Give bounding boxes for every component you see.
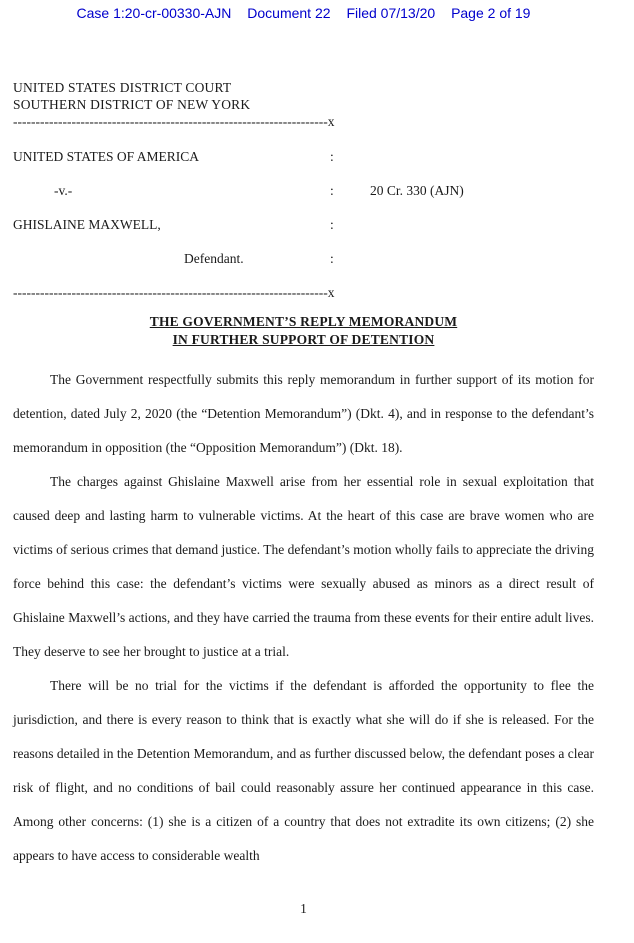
body-paragraph-3: There will be no trial for the victims if the defendant is afforded the opportunity to flee the jurisdiction, and there is every reason to think that is exactly what she will do if she is released. For the reasons detailed in the Detention Memorandum, and as further discussed below, the defendant poses a clear risk of flight, and no conditions of bail could reasonably assure her continued appearance in this case. Among other concerns: (1) she is a citizen of a country that does not extradite its own citizens; (2) she appears to have access to considerable wealth (13, 678, 594, 863)
header-case-number: Case 1:20-cr-00330-AJN (76, 5, 232, 21)
caption-divider-top: ----------------------------------------------------------------------x (13, 114, 335, 129)
memorandum-body (13, 363, 594, 873)
plaintiff-name: UNITED STATES OF AMERICA (13, 149, 200, 164)
header-filed-date: Filed 07/13/20 (346, 5, 436, 21)
caption-colon: : (330, 217, 334, 232)
header-page-count: Page 2 of 19 (451, 5, 531, 21)
caption-row-plaintiff (13, 148, 594, 182)
memorandum-title (13, 313, 594, 349)
caption-row-defendant-label (13, 250, 594, 267)
court-name: UNITED STATES DISTRICT COURT (13, 80, 232, 95)
defendant-name: GHISLAINE MAXWELL, (13, 217, 161, 232)
caption-colon: : (330, 251, 334, 266)
caption-colon: : (330, 183, 334, 198)
body-paragraph-2: The charges against Ghislaine Maxwell arise from her essential role in sexual exploitation that caused deep and lasting harm to vulnerable victims. At the heart of this case are brave women who are victims of serious crimes that demand justice. The defendant’s motion wholly fails to appreciate the driving force behind this case: the defendant’s victims were sexually abused as minors as a direct result of Ghislaine Maxwell’s actions, and they have carried the trauma from these events for their entire adult lives. They deserve to see her brought to justice at a trial. (13, 474, 594, 659)
caption-row-defendant-name (13, 216, 594, 250)
body-paragraph-1: The Government respectfully submits this reply memorandum in further support of its motion for detention, dated July 2, 2020 (the “Detention Memorandum”) (Dkt. 4), and in response to the defendant’s memorandum in opposition (the “Opposition Memorandum”) (Dkt. 18). (13, 372, 594, 455)
court-district: SOUTHERN DISTRICT OF NEW YORK (13, 97, 251, 112)
page-number: 1 (300, 901, 307, 916)
pacer-header (13, 5, 594, 22)
caption-row-versus (13, 182, 594, 216)
memorandum-title-line-2: IN FURTHER SUPPORT OF DETENTION (172, 332, 435, 347)
memorandum-title-line-1: THE GOVERNMENT’S REPLY MEMORANDUM (149, 314, 458, 329)
defendant-label: Defendant. (184, 251, 244, 266)
case-caption (13, 148, 594, 267)
header-document-number: Document 22 (247, 5, 331, 21)
caption-divider-bottom: ----------------------------------------------------------------------x (13, 285, 335, 300)
court-block (13, 79, 594, 113)
case-number: 20 Cr. 330 (AJN) (370, 183, 464, 198)
versus-label: -v.- (54, 183, 73, 198)
caption-colon: : (330, 149, 334, 164)
